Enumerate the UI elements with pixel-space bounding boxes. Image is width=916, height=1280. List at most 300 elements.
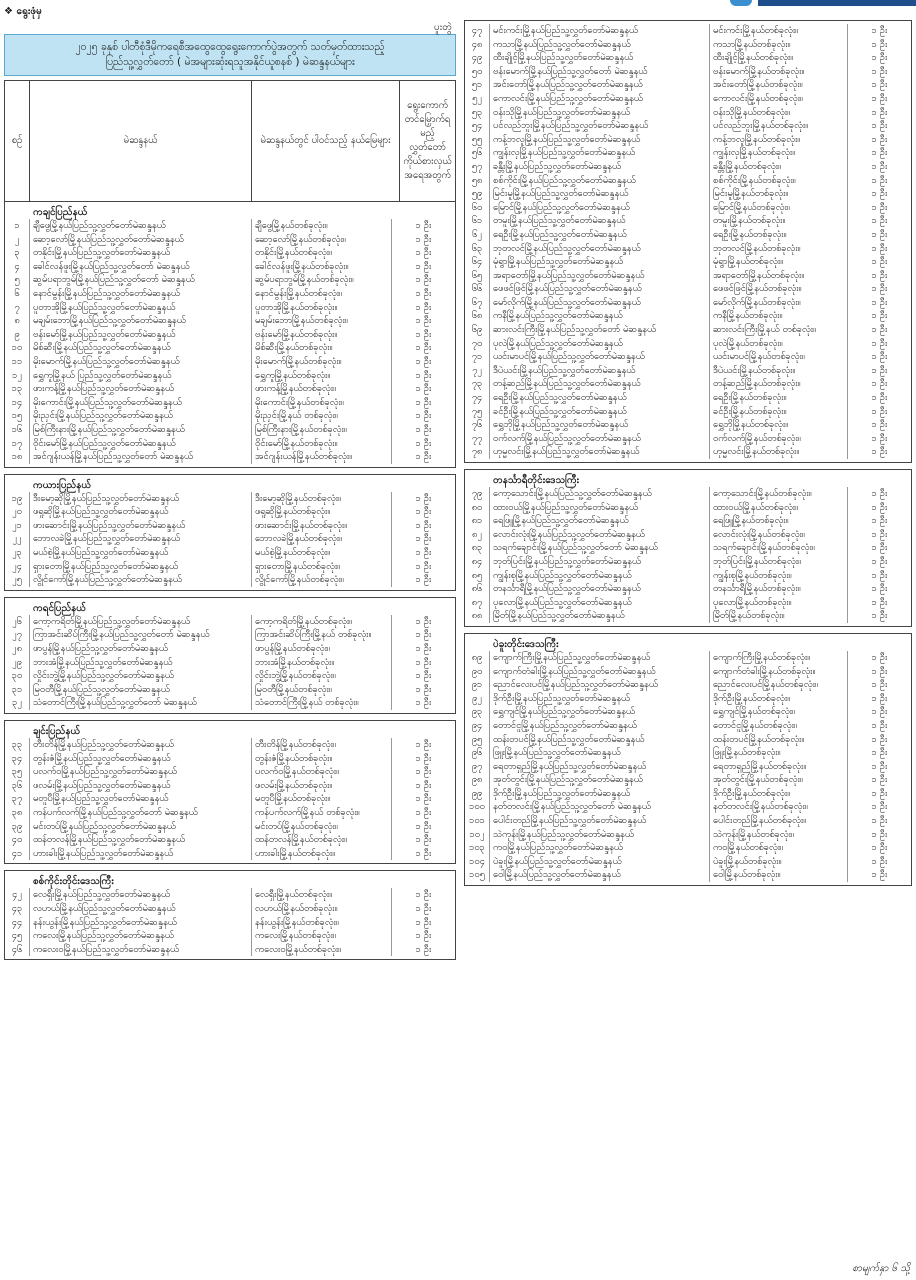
constituency-name: လွိုင်ကော်မြို့နယ်ပြည်သူ့လွှတ်တော်မဲဆန္ဒနယ် [29, 573, 252, 587]
left-table-body [4, 201, 456, 960]
table-row [5, 642, 455, 656]
constituency-name: ဝန်းသိုမြို့နယ်ပြည်သူ့လွှတ်တော်မဲဆန္ဒနယ် [489, 106, 710, 120]
table-row [5, 287, 455, 301]
constituency-area: ကျွန်းစုမြို့နယ်တစ်ခုလုံး။ [710, 569, 848, 583]
row-number: ၈၈ [471, 610, 483, 622]
row-number: ၁၀၂ [469, 828, 485, 840]
seat-count: ၁ ဦး [871, 815, 888, 827]
table-row [465, 501, 911, 515]
row-number: ၅၂ [472, 92, 482, 104]
table-row [465, 418, 911, 432]
row-number: ၇၃ [471, 378, 483, 390]
constituency-area: ကော့သောင်းမြို့နယ်တစ်ခုလုံး။ [710, 487, 848, 501]
constituency-area: ဖာပွန်မြို့နယ်တစ်ခုလုံး။ [252, 642, 392, 656]
row-number: ၆၁ [471, 215, 483, 227]
row-number: ၂၇ [12, 629, 22, 641]
constituency-area: မြိတ်မြို့နယ်တစ်ခုလုံး။ [710, 609, 848, 623]
constituency-area: ရေဦးမြို့နယ်တစ်ခုလုံး။ [710, 228, 848, 242]
constituency-name: ခေါင်လန်ဖူးမြို့နယ်ပြည်သူ့လွှတ်တော် မဲဆန္ဒနယ် [29, 260, 252, 274]
table-row [465, 24, 911, 38]
constituency-area: လဟယ်မြို့နယ်တစ်ခုလုံး။ [252, 902, 392, 916]
constituency-area: ဟားခါးမြို့နယ်တစ်ခုလုံး။ [252, 847, 392, 861]
seat-count: ၁ ဦး [871, 692, 888, 704]
seat-count: ၁ ဦး [871, 120, 888, 132]
table-row [465, 296, 911, 310]
row-number: ၆၄ [471, 256, 483, 268]
row-number: ၃၈ [11, 806, 23, 818]
table-row [5, 560, 455, 574]
constituency-area: ဗန်းမော်မြို့နယ်တစ်ခုလုံး။ [252, 328, 392, 342]
row-number: ၄၄ [11, 916, 23, 928]
row-number: ၈၉ [471, 651, 483, 663]
constituency-section [464, 633, 912, 886]
constituency-name: မိုးကောင်းမြို့နယ်ပြည်သူ့လွှတ်တော်မဲဆန္ဒနယ် [29, 396, 252, 410]
row-number: ၄၉ [471, 52, 483, 64]
constituency-area: ဒိုက်ဦးမြို့နယ်တစ်ခုလုံး။ [710, 787, 848, 801]
table-row [465, 51, 911, 65]
seat-count: ၁ ဦး [415, 260, 432, 272]
row-number: ၃၉ [11, 820, 23, 832]
row-number: ၉၇ [471, 760, 483, 772]
row-number: ၉၀ [471, 665, 483, 677]
constituency-name: မုံရွာမြို့နယ်ပြည်သူ့လွှတ်တော်မဲဆန္ဒနယ် [489, 255, 710, 269]
table-row [5, 492, 455, 506]
seat-count: ၁ ဦး [871, 106, 888, 118]
table-row [465, 569, 911, 583]
seat-count: ၁ ဦး [871, 147, 888, 159]
constituency-name: မိုးမောက်မြို့နယ်ပြည်သူ့လွှတ်တော်မဲဆန္ဒနယ် [29, 355, 252, 369]
constituency-area: ကော့ကရိတ်မြို့နယ်တစ်ခုလုံး။ [252, 615, 392, 629]
table-row [465, 174, 911, 188]
constituency-name: မတူပီမြို့နယ်ပြည်သူ့လွှတ်တော်မဲဆန္ဒနယ် [29, 792, 252, 806]
constituency-name: သဲကုန်းမြို့နယ်ပြည်သူ့လွှတ်တော်မဲဆန္ဒနယ် [489, 828, 710, 842]
row-number: ၇၁ [471, 351, 483, 363]
seat-count: ၁ ဦး [415, 369, 432, 381]
seat-count: ၁ ဦး [415, 410, 432, 422]
row-number: ၆၂ [472, 228, 482, 240]
constituency-area: ဖလမ်းမြို့နယ်တစ်ခုလုံး။ [252, 779, 392, 793]
seat-count: ၁ ဦး [415, 847, 432, 859]
seat-count: ၁ ဦး [415, 902, 432, 914]
region-title: ကချင်ပြည်နယ် [33, 207, 88, 218]
row-number: ၁၃ [11, 383, 23, 395]
constituency-name: ပေါင်းတည်မြို့နယ်ပြည်သူ့လွှတ်တော်မဲဆန္ဒနယ် [489, 814, 710, 828]
row-number: ၅၀ [471, 65, 483, 77]
constituency-area: ကျောက်တံခါးမြို့နယ်တစ်ခုလုံး။ [710, 665, 848, 679]
region-title: ချင်းပြည်နယ် [33, 726, 81, 737]
row-number: ၉၆ [471, 747, 483, 759]
constituency-area: ထန်းတပင်မြို့နယ်တစ်ခုလုံး။ [710, 733, 848, 747]
constituency-name: မယ်စဲ့မြို့နယ်ပြည်သူ့လွှတ်တော်မဲဆန္ဒနယ် [29, 546, 252, 560]
row-number: ၂၃ [12, 547, 22, 559]
seat-count: ၁ ဦး [415, 274, 432, 286]
constituency-area: ရေဦးမြို့နယ်တစ်ခုလုံး။ [710, 391, 848, 405]
right-table-body [464, 20, 912, 886]
seat-count: ၁ ဦး [415, 820, 432, 832]
constituency-area: ထားဝယ်မြို့နယ်တစ်ခုလုံး။ [710, 501, 848, 515]
constituency-name: ရွှေဘိုမြို့နယ်ပြည်သူ့လွှတ်တော်မဲဆန္ဒနယ် [489, 418, 710, 432]
constituency-area: သရက်ချောင်းမြို့နယ်တစ်ခုလုံး။ [710, 541, 848, 555]
table-row [465, 432, 911, 446]
constituency-area: သဲကုန်းမြို့နယ်တစ်ခုလုံး။ [710, 828, 848, 842]
constituency-section [4, 201, 456, 468]
row-number: ၁၅ [11, 410, 23, 422]
constituency-area: ထီးချိုင့်မြို့နယ်တစ်ခုလုံး။ [710, 51, 848, 65]
seat-count: ၁ ဦး [871, 542, 888, 554]
table-row [465, 868, 911, 882]
constituency-name: ဟုမ္မလင်းမြို့နယ်ပြည်သူ့လွှတ်တော်မဲဆန္ဒနယ် [489, 445, 710, 459]
constituency-name: ဘားအံမြို့နယ်ပြည်သူ့လွှတ်တော်မဲဆန္ဒနယ် [29, 656, 252, 670]
constituency-name: မြင်းမူမြို့နယ်ပြည်သူ့လွှတ်တော်မဲဆန္ဒနယ် [489, 187, 710, 201]
row-number: ၁၀၄ [469, 855, 485, 867]
constituency-area: ဖရူဆိုမြို့နယ်တစ်ခုလုံး။ [252, 505, 392, 519]
table-row [465, 719, 911, 733]
constituency-area: တမူးမြို့နယ်တစ်ခုလုံး။ [710, 214, 848, 228]
constituency-area: ကန့်ဘလူမြို့နယ်တစ်ခုလုံး။ [710, 133, 848, 147]
table-row [465, 582, 911, 596]
table-row [465, 651, 911, 665]
constituency-name: လေရှီးမြို့နယ်ပြည်သူ့လွှတ်တော်မဲဆန္ဒနယ် [29, 888, 252, 902]
constituency-area: ရွှေကူမြို့နယ်တစ်ခုလုံး။ [252, 369, 392, 383]
seat-count: ၁ ဦး [871, 65, 888, 77]
header-seats: ရွေးကောက် တင်မြှောက်ရ မည့် လွှတ်တော် ကိုယ်စားလှယ် အရေအတွက် [403, 100, 452, 181]
constituency-area: ရွှေဘိုမြို့နယ်တစ်ခုလုံး။ [710, 418, 848, 432]
constituency-name: အုတ်တွင်းမြို့နယ်ပြည်သူ့လွှတ်တော်မဲဆန္ဒနယ် [489, 773, 710, 787]
table-row [465, 323, 911, 337]
table-row [5, 519, 455, 533]
seat-count: ၁ ဦး [415, 656, 432, 668]
constituency-name: တမူးမြို့နယ်ပြည်သူ့လွှတ်တော်မဲဆန္ဒနယ် [489, 214, 710, 228]
table-row [5, 328, 455, 342]
constituency-name: တောင်ငူမြို့နယ်ပြည်သူ့လွှတ်တော်မဲဆန္ဒနယ် [489, 719, 710, 733]
seat-count: ၁ ဦး [415, 930, 432, 942]
constituency-name: ညောင်လေးပင်မြို့နယ်ပြည်သူ့လွှတ်တော်မဲဆန္ဒနယ် [489, 678, 710, 692]
row-number: ၉၉ [471, 787, 483, 799]
constituency-name: ကျွန်းစုမြို့နယ်ပြည်သူ့လွှတ်တော်မဲဆန္ဒနယ် [489, 569, 710, 583]
constituency-area: ဘုတလင်မြို့နယ်တစ်ခုလုံး။ [710, 242, 848, 256]
row-number: ၃၃ [11, 739, 23, 750]
row-number: ၉၅ [471, 733, 483, 745]
seat-count: ၁ ဦး [871, 79, 888, 91]
table-row [465, 514, 911, 528]
table-row [5, 450, 455, 464]
constituency-name: ရေဦးမြို့နယ်ပြည်သူ့လွှတ်တော်မဲဆန္ဒနယ် [489, 391, 710, 405]
seat-count: ၁ ဦး [415, 423, 432, 435]
table-row [465, 541, 911, 555]
constituency-area: ဖေဖင်ဖြင်မြို့နယ်တစ်ခုလုံး။ [710, 282, 848, 296]
seat-count: ၁ ဦး [871, 160, 888, 172]
row-number: ၆၅ [471, 269, 483, 281]
seat-count: ၁ ဦး [871, 488, 888, 499]
row-number: ၈၂ [472, 528, 482, 540]
constituency-area: ပေါင်းတည်မြို့နယ်တစ်ခုလုံး။ [710, 814, 848, 828]
seat-count: ၁ ဦး [415, 670, 432, 682]
seat-count: ၁ ဦး [415, 220, 432, 231]
table-row [465, 733, 911, 747]
seat-count: ၁ ဦး [871, 256, 888, 268]
table-row [5, 437, 455, 451]
constituency-section [4, 597, 456, 714]
table-row [465, 855, 911, 869]
constituency-area: ဆော့လော်မြို့နယ်တစ်ခုလုံး။ [252, 233, 392, 247]
row-number: ၆၀ [471, 201, 483, 213]
seat-count: ၁ ဦး [415, 383, 432, 395]
constituency-name: ရေဖြူမြို့နယ်ပြည်သူ့လွှတ်တော်မဲဆန္ဒနယ် [489, 514, 710, 528]
seat-count: ၁ ဦး [871, 583, 888, 595]
table-row [5, 752, 455, 766]
seat-count: ၁ ဦး [871, 351, 888, 363]
constituency-area: ဝက်လက်မြို့နယ်တစ်ခုလုံး။ [710, 432, 848, 446]
continued-note: စာမျက်နှာ ၆ သို့ [852, 1263, 910, 1274]
table-row [5, 355, 455, 369]
constituency-name: တွန်းဇံမြို့နယ်ပြည်သူ့လွှတ်တော်မဲဆန္ဒနယ် [29, 752, 252, 766]
row-number: ၆၇ [471, 296, 483, 308]
constituency-area: ဟုမ္မလင်းမြို့နယ်တစ်ခုလုံး။ [710, 445, 848, 459]
constituency-name: ဝက်လက်မြို့နယ်ပြည်သူ့လွှတ်တော်မဲဆန္ဒနယ် [489, 432, 710, 446]
constituency-name: ကော့သောင်းမြို့နယ်ပြည်သူ့လွှတ်တော်မဲဆန္ဒနယ် [489, 487, 710, 501]
table-row [465, 282, 911, 296]
constituency-area: တနိုင်းမြို့နယ်တစ်ခုလုံး။ [252, 246, 392, 260]
constituency-area: ချီဖွေမြို့နယ်တစ်ခုလုံး။ [252, 219, 392, 233]
table-row [5, 505, 455, 519]
constituency-area: မြဝတီမြို့နယ်တစ်ခုလုံး။ [252, 683, 392, 697]
row-number: ၂၂ [12, 533, 22, 545]
constituency-name: ဆားလင်းကြီးမြို့နယ်ပြည်သူ့လွှတ်တော် မဲဆန္ဒနယ် [489, 323, 710, 337]
seat-count: ၁ ဦး [871, 242, 888, 254]
seat-count: ၁ ဦး [871, 201, 888, 213]
seat-count: ၁ ဦး [871, 569, 888, 581]
constituency-name: ကြာအင်းဆိပ်ကြီးမြို့နယ်ပြည်သူ့လွှတ်တော် မဲဆန္ဒနယ် [29, 628, 252, 642]
constituency-name: မြစ်ကြီးနားမြို့နယ်ပြည်သူ့လွှတ်တော်မဲဆန္ဒနယ် [29, 423, 252, 437]
seat-count: ၁ ဦး [871, 787, 888, 799]
row-number: ၂၅ [12, 574, 22, 586]
row-number: ၆၆ [471, 283, 483, 295]
seat-count: ၁ ဦး [415, 560, 432, 572]
constituency-name: မင်းကင်းမြို့နယ်ပြည်သူ့လွှတ်တော်မဲဆန္ဒနယ် [489, 24, 710, 38]
constituency-area: နန်းယွန်းမြို့နယ်တစ်ခုလုံး။ [252, 916, 392, 930]
table-row [5, 888, 455, 902]
table-row [465, 201, 911, 215]
table-row [5, 833, 455, 847]
constituency-area: မယ်စဲ့မြို့နယ်တစ်ခုလုံး။ [252, 546, 392, 560]
seat-count: ၁ ဦး [871, 364, 888, 376]
constituency-area: မိုးမောက်မြို့နယ်တစ်ခုလုံး။ [252, 355, 392, 369]
seat-count: ၁ ဦး [415, 834, 432, 846]
seat-count: ၁ ဦး [415, 492, 432, 504]
table-row [5, 696, 455, 710]
row-number: ၇၂ [472, 364, 482, 376]
row-number: ၈၃ [471, 542, 483, 554]
row-number: ၆၉ [471, 324, 483, 336]
seat-count: ၁ ဦး [871, 215, 888, 227]
table-row [465, 119, 911, 133]
seat-count: ၁ ဦး [871, 706, 888, 718]
constituency-name: ဆော့လော်မြို့နယ်ပြည်သူ့လွှတ်တော်မဲဆန္ဒနယ် [29, 233, 252, 247]
seat-count: ၁ ဦး [415, 287, 432, 299]
table-row [5, 929, 455, 943]
constituency-name: ဗန်းမောက်မြို့နယ်ပြည်သူ့လွှတ်တော် မဲဆန္ဒနယ် [489, 65, 710, 79]
constituency-name: ပလက်ဝမြို့နယ်ပြည်သူ့လွှတ်တော်မဲဆန္ဒနယ် [29, 765, 252, 779]
seat-count: ၁ ဦး [415, 697, 432, 709]
table-row [465, 391, 911, 405]
table-row [465, 337, 911, 351]
table-row [5, 246, 455, 260]
title-banner [4, 34, 456, 76]
row-number: ၇ [14, 301, 20, 313]
row-number: ၇၄ [471, 392, 483, 404]
constituency-name: မင်းတပ်မြို့နယ်ပြည်သူ့လွှတ်တော်မဲဆန္ဒနယ် [29, 820, 252, 834]
row-number: ၅ [14, 274, 20, 286]
seat-count: ၁ ဦး [415, 683, 432, 695]
row-number: ၉၁ [471, 679, 483, 691]
table-row [5, 628, 455, 642]
constituency-name: ကျွန်းလှမြို့နယ်ပြည်သူ့လွှတ်တော်မဲဆန္ဒနယ် [489, 146, 710, 160]
table-row [465, 405, 911, 419]
table-row [5, 806, 455, 820]
constituency-area: လေရှီးမြို့နယ်တစ်ခုလုံး။ [252, 888, 392, 902]
seat-count: ၁ ဦး [871, 719, 888, 731]
seat-count: ၁ ဦး [871, 610, 888, 622]
constituency-name: လှိုင်းဘွဲ့မြို့နယ်ပြည်သူ့လွှတ်တော်မဲဆန္ဒနယ် [29, 669, 252, 683]
row-number: ၇၆ [471, 419, 483, 431]
row-number: ၆၈ [471, 310, 483, 322]
constituency-name: ဝေါမြို့နယ်ပြည်သူ့လွှတ်တော်မဲဆန္ဒနယ် [489, 868, 710, 882]
row-number: ၂၆ [12, 615, 22, 627]
constituency-area: ခေါင်လန်ဖူးမြို့နယ်တစ်ခုလုံး။ [252, 260, 392, 274]
constituency-area: နောင်မွန်းမြို့နယ်တစ်ခုလုံး။ [252, 287, 392, 301]
constituency-name: ရွှေကျင်မြို့နယ်ပြည်သူ့လွှတ်တော်မဲဆန္ဒနယ် [489, 705, 710, 719]
constituency-name: ဖရူဆိုမြို့နယ်ပြည်သူ့လွှတ်တော်မဲဆန္ဒနယ် [29, 505, 252, 519]
constituency-area: ကလေးဝမြို့နယ်တစ်ခုလုံး။ [252, 943, 392, 957]
constituency-area: အုတ်တွင်းမြို့နယ်တစ်ခုလုံး။ [710, 773, 848, 787]
constituency-name: ဖားကန့်မြို့နယ်ပြည်သူ့လွှတ်တော်မဲဆန္ဒနယ် [29, 382, 252, 396]
table-row [465, 665, 911, 679]
table-row [465, 800, 911, 814]
table-row [465, 214, 911, 228]
constituency-name: ဖလမ်းမြို့နယ်ပြည်သူ့လွှတ်တော်မဲဆန္ဒနယ် [29, 779, 252, 793]
row-number: ၉၈ [471, 774, 483, 786]
seat-count: ၁ ဦး [871, 665, 888, 677]
seat-count: ၁ ဦး [871, 555, 888, 567]
table-row [5, 423, 455, 437]
seat-count: ၁ ဦး [415, 574, 432, 586]
constituency-area: ထန်တလန်မြို့နယ်တစ်ခုလုံး။ [252, 833, 392, 847]
constituency-area: ကနီမြို့နယ်တစ်ခုလုံး။ [710, 309, 848, 323]
constituency-name: ဖားဆောင်းမြို့နယ်ပြည်သူ့လွှတ်တော်မဲဆန္ဒနယ် [29, 519, 252, 533]
constituency-area: ပုလောမြို့နယ်တစ်ခုလုံး။ [710, 596, 848, 610]
table-row [5, 573, 455, 587]
row-number: ၃၅ [11, 766, 23, 778]
constituency-area: ဘုတ်ပြင်းမြို့နယ်တစ်ခုလုံး။ [710, 555, 848, 569]
seat-count: ၁ ဦး [871, 801, 888, 813]
seat-count: ၁ ဦး [871, 337, 888, 349]
table-row [5, 301, 455, 315]
seat-count: ၁ ဦး [415, 437, 432, 449]
constituency-name: ယင်းမာပင်မြို့နယ်ပြည်သူ့လွှတ်တော်မဲဆန္ဒနယ် [489, 350, 710, 364]
row-number: ၁၆ [11, 423, 23, 435]
headline-tag: ပူးတွဲ [434, 22, 452, 33]
constituency-name: ရွှေကူမြို့နယ် ပြည်သူ့လွှတ်တော်မဲဆန္ဒနယ် [29, 369, 252, 383]
row-number: ၄၅ [11, 930, 23, 942]
row-number: ၃၆ [11, 779, 23, 791]
constituency-name: မြောင်မြို့နယ်ပြည်သူ့လွှတ်တော်မဲဆန္ဒနယ် [489, 201, 710, 215]
table-row [465, 364, 911, 378]
row-number: ၈၇ [471, 596, 483, 608]
table-row [465, 255, 911, 269]
seat-count: ၁ ဦး [871, 419, 888, 431]
constituency-name: ရှားတောမြို့နယ်ပြည်သူ့လွှတ်တော်မဲဆန္ဒနယ် [29, 560, 252, 574]
constituency-area: မော်လိုက်မြို့နယ်တစ်ခုလုံး။ [710, 296, 848, 310]
table-row [465, 228, 911, 242]
constituency-name: ထန်တလန်မြို့နယ်ပြည်သူ့လွှတ်တော်မဲဆန္ဒနယ် [29, 833, 252, 847]
table-header [4, 80, 456, 201]
constituency-name: နောင်မွန်းမြို့နယ်ပြည်သူ့လွှတ်တော်မဲဆန္ဒနယ် [29, 287, 252, 301]
header-no: စဉ် [5, 81, 30, 201]
table-row [465, 555, 911, 569]
seat-count: ၁ ဦး [415, 629, 432, 641]
constituency-name: ဘောလခဲမြို့နယ်ပြည်သူ့လွှတ်တော်မဲဆန္ဒနယ် [29, 532, 252, 546]
row-number: ၅၅ [471, 133, 483, 145]
seat-count: ၁ ဦး [871, 310, 888, 322]
table-row [465, 350, 911, 364]
row-number: ၉ [14, 328, 20, 340]
constituency-area: ရွှေကျင်မြို့နယ်တစ်ခုလုံး။ [710, 705, 848, 719]
table-row [465, 133, 911, 147]
seat-count: ၁ ဦး [415, 247, 432, 259]
seat-count: ၁ ဦး [415, 301, 432, 313]
table-row [465, 309, 911, 323]
row-number: ၁၀၀ [469, 801, 485, 813]
constituency-name: ထန်းတပင်မြို့နယ်ပြည်သူ့လွှတ်တော်မဲဆန္ဒနယ် [489, 733, 710, 747]
region-title: ကရင်ပြည်နယ် [33, 602, 87, 614]
constituency-area: ကောလင်းမြို့နယ်တစ်ခုလုံး။ [710, 92, 848, 106]
seat-count: ၁ ဦး [871, 38, 888, 50]
seat-count: ၁ ဦး [871, 774, 888, 786]
seat-count: ၁ ဦး [415, 793, 432, 805]
seat-count: ၁ ဦး [871, 324, 888, 336]
constituency-name: ဒိုက်ဦးမြို့နယ်ပြည်သူ့လွှတ်တော်မဲဆန္ဒနယ် [489, 787, 710, 801]
constituency-area: ကျွန်းလှမြို့နယ်တစ်ခုလုံး။ [710, 146, 848, 160]
constituency-name: ထားဝယ်မြို့နယ်ပြည်သူ့လွှတ်တော်မဲဆန္ဒနယ် [489, 501, 710, 515]
constituency-area: လောင်းလုံးမြို့နယ်တစ်ခုလုံး။ [710, 528, 848, 542]
constituency-name: ဘုတ်ပြင်းမြို့နယ်ပြည်သူ့လွှတ်တော်မဲဆန္ဒနယ် [489, 555, 710, 569]
row-number: ၁၂ [12, 369, 22, 381]
constituency-area: မုံရွာမြို့နယ်တစ်ခုလုံး။ [710, 255, 848, 269]
seat-count: ၁ ဦး [415, 943, 432, 955]
row-number: ၇၅ [471, 405, 483, 417]
seat-count: ၁ ဦး [871, 405, 888, 417]
row-number: ၁၈ [11, 451, 23, 463]
row-number: ၂၉ [12, 656, 22, 668]
constituency-area: မြင်းမူမြို့နယ်တစ်ခုလုံး။ [710, 187, 848, 201]
region-title: တနင်္သာရီတိုင်းဒေသကြီး [493, 475, 580, 486]
constituency-name: ကော့ကရိတ်မြို့နယ်ပြည်သူ့လွှတ်တော်မဲဆန္ဒနယ် [29, 615, 252, 629]
table-row [5, 341, 455, 355]
constituency-name: တန့်ဆည်မြို့နယ်ပြည်သူ့လွှတ်တော်မဲဆန္ဒနယ် [489, 377, 710, 391]
table-row [465, 146, 911, 160]
constituency-name: ဗန်းမော်မြို့နယ်ပြည်သူ့လွှတ်တော်မဲဆန္ဒနယ် [29, 328, 252, 342]
table-row [465, 746, 911, 760]
constituency-name: ပူတာအိုမြို့နယ်ပြည်သူ့လွှတ်တော်မဲဆန္ဒနယ် [29, 301, 252, 315]
constituency-area: ကျောက်ကြီးမြို့နယ်တစ်ခုလုံး။ [710, 651, 848, 665]
table-row [5, 396, 455, 410]
constituency-area: တီးတိန်မြို့နယ်တစ်ခုလုံး။ [252, 738, 392, 752]
constituency-name: ဒီပဲယင်းမြို့နယ်ပြည်သူ့လွှတ်တော်မဲဆန္ဒနယ် [489, 364, 710, 378]
table-row [5, 273, 455, 287]
constituency-name: ကျောက်တံခါးမြို့နယ်ပြည်သူ့လွှတ်တော်မဲဆန္ဒနယ် [489, 665, 710, 679]
seat-count: ၁ ဦး [415, 451, 432, 463]
constituency-area: ယင်းမာပင်မြို့နယ်တစ်ခုလုံး။ [710, 350, 848, 364]
